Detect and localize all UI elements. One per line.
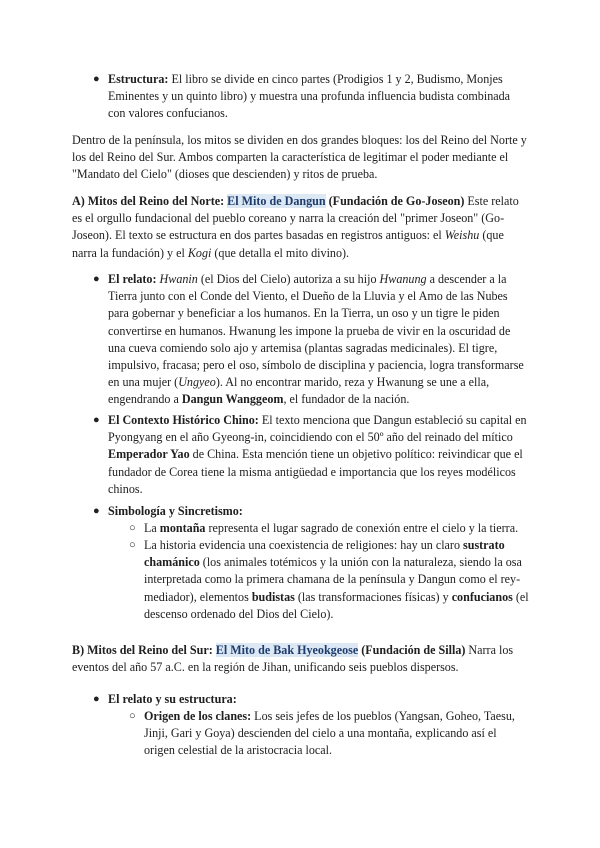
list-item-relato: El relato: Hwanin (el Dios del Cielo) autoriza a su hijo Hwanung a descender a la Tierra junto con el Conde del Viento, el Dueño de la Lluvia y el Amo de las Nubes para gobernar y beneficiar a los humanos. En la Tierra, un oso y un tigre le piden convertirse en humanos. Hwanung les impone la prueba de vivir en la oscuridad de una cueva comiendo solo ajo y artemisa (plantas sagradas medicinales). El tigre, impulsivo, fracasa; pero el oso, símbolo de disciplina y paciencia, logra transformarse en una mujer (Ungyeo). Al no encontrar marido, reza y Hwanung se une a ella, engendrando a Dangun Wanggeom, el fundador de la nación. xyxy=(108,272,524,407)
bullet-dot: ● xyxy=(93,693,100,705)
section-a-paragraph: A) Mitos del Reino del Norte: El Mito de Dangun (Fundación de Go-Joseon) Este relato es el orgullo fundacional del pueblo coreano y narra la creación del "primer Joseon" (Go-Joseon). El texto se estructura en dos partes basadas en registros antiguos: el Weishu (que narra la fundación) y el Kogi (que detalla el mito divino). xyxy=(72,194,519,260)
item-label: Estructura: xyxy=(108,72,169,86)
bullet-dot: ● xyxy=(93,73,100,85)
list-item-simbologia xyxy=(108,503,530,520)
item-label: Simbología y Sincretismo: xyxy=(108,504,243,518)
list-item-relato-estructura xyxy=(108,691,530,708)
list-item-estructura: Estructura: El libro se divide en cinco partes (Prodigios 1 y 2, Budismo, Monjes Eminentes y un quinto libro) y muestra una profunda influencia budista combinada con valores confucianos. xyxy=(108,72,511,121)
sub-item-clanes: Origen de los clanes: Los seis jefes de los pueblos (Yangsan, Goheo, Taesu, Jinji, Gari y Goya) descienden del cielo a una montaña, explicando así el origen celestial de la aristocracia local. xyxy=(144,709,515,758)
paragraph-intro: Dentro de la península, los mitos se dividen en dos grandes bloques: los del Reino del Norte y los del Reino del Sur. Ambos comparten la característica de legitimar el poder mediante el "Mandato del Cielo" (dioses que descienden) y ritos de prueba. xyxy=(72,133,527,182)
sub-bullet-circle: ○ xyxy=(129,522,136,534)
list-item-contexto: El Contexto Histórico Chino: El texto menciona que Dangun estableció su capital en Pyongyang en el año Gyeong-in, coincidiendo con el 50º año del reinado del mítico Emperador Yao de China. Esta mención tiene un objetivo político: reivindicar que el fundador de Corea tiene la misma antigüedad e importancia que los reyes modélicos chinos. xyxy=(108,413,527,496)
bullet-dot: ● xyxy=(93,273,100,285)
section-b-paragraph: B) Mitos del Reino del Sur: El Mito de Bak Hyeokgeose (Fundación de Silla) Narra los eventos del año 57 a.C. en la región de Jihan, unificando seis pueblos dispersos. xyxy=(72,643,514,675)
bullet-dot: ● xyxy=(93,414,100,426)
section-b-heading: B) Mitos del Reino del Sur: El Mito de Bak Hyeokgeose (Fundación de Silla) xyxy=(72,643,466,657)
highlighted-title: El Mito de Bak Hyeokgeose xyxy=(215,643,359,657)
sub-item-montana: La montaña representa el lugar sagrado de conexión entre el cielo y la tierra. xyxy=(144,521,519,535)
item-label: El relato y su estructura: xyxy=(108,692,237,706)
highlighted-title: El Mito de Dangun xyxy=(227,194,326,208)
sub-item-religiones: La historia evidencia una coexistencia de religiones: hay un claro sustrato chamánico (los animales totémicos y la unión con la naturaleza, siendo la osa interpretada como la primera chamana de la península y Dangun como el rey-mediador), elementos budistas (las transformaciones físicas) y confucianos (el descenso ordenado del Dios del Cielo). xyxy=(144,538,529,621)
item-label: El relato: xyxy=(108,272,157,286)
bullet-dot: ● xyxy=(93,505,100,517)
item-label: El Contexto Histórico Chino: xyxy=(108,413,259,427)
sub-bullet-circle: ○ xyxy=(129,539,136,551)
section-a-heading: A) Mitos del Reino del Norte: El Mito de Dangun (Fundación de Go-Joseon) xyxy=(72,194,465,208)
sub-bullet-circle: ○ xyxy=(129,710,136,722)
